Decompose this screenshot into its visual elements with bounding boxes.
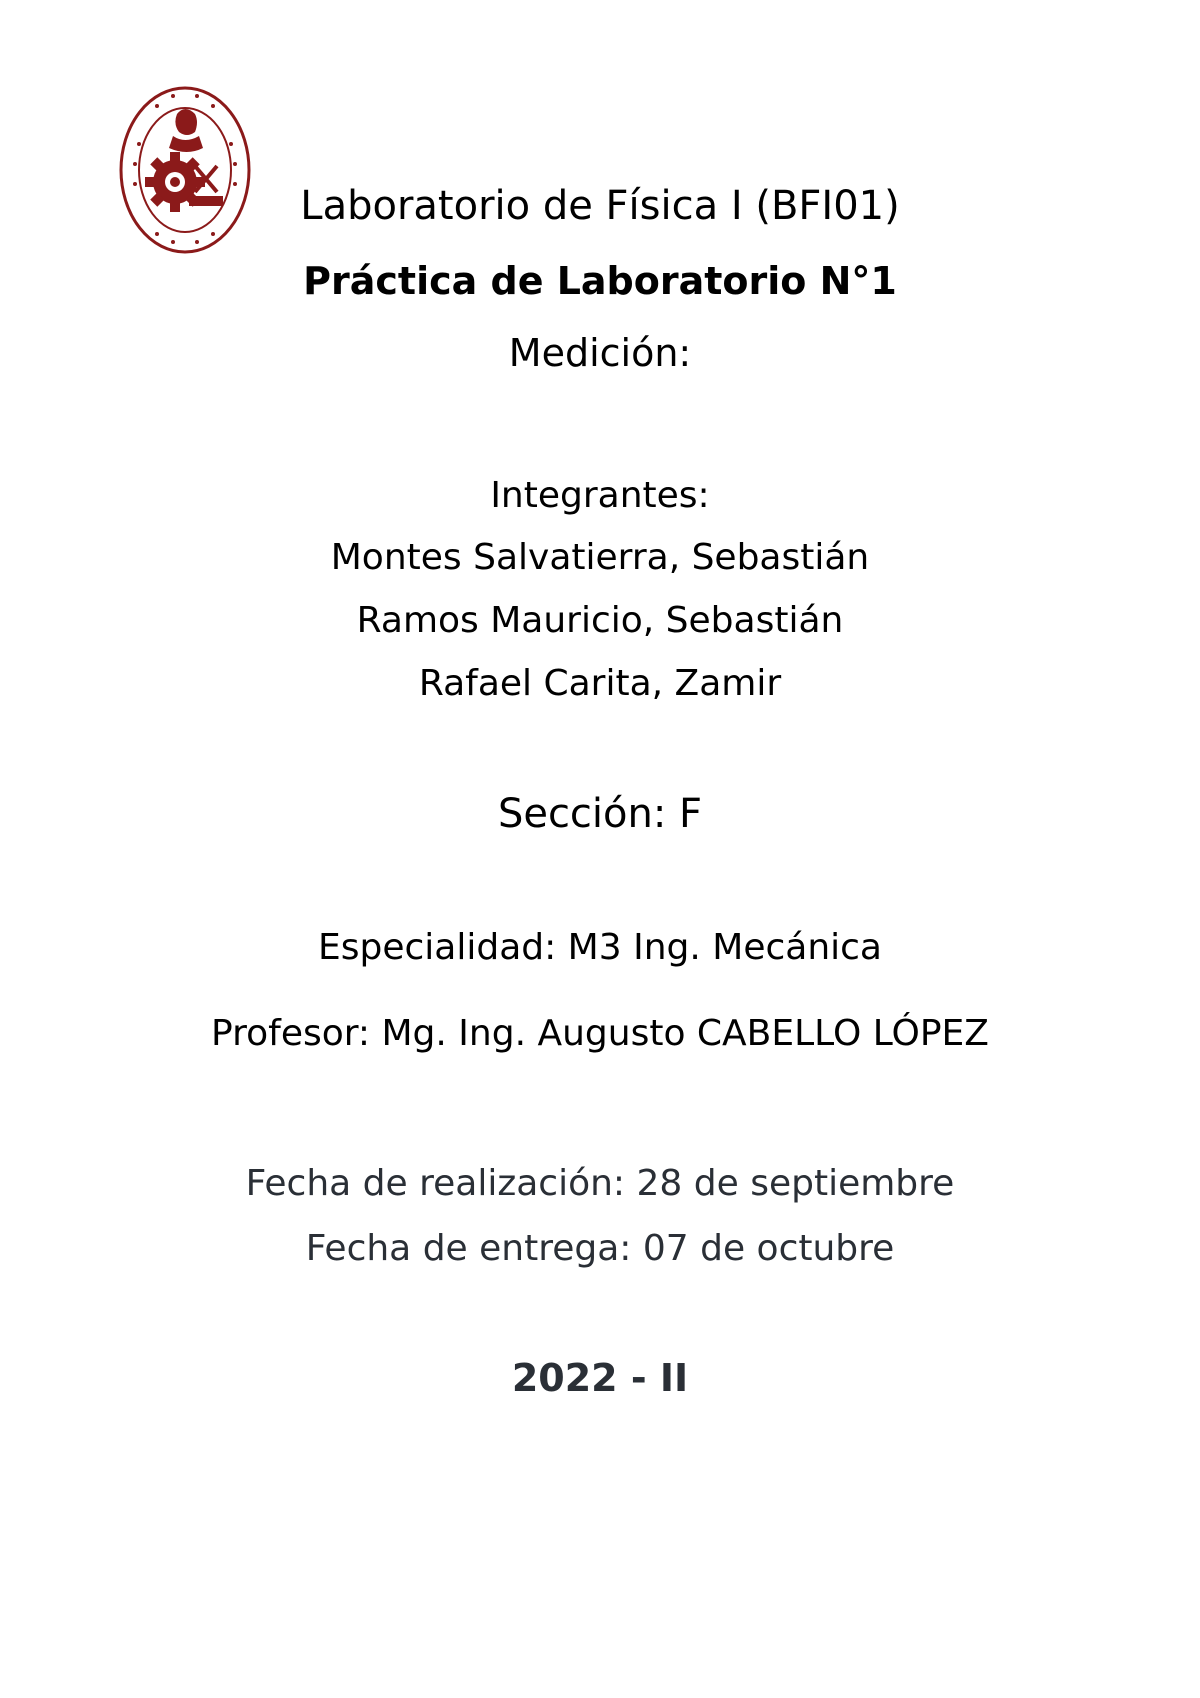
practice-title: Práctica de Laboratorio N°1 bbox=[303, 259, 897, 303]
members-label: Integrantes: bbox=[490, 475, 710, 516]
date-delivered: Fecha de entrega: 07 de octubre bbox=[305, 1228, 895, 1269]
member-name: Ramos Mauricio, Sebastián bbox=[356, 600, 844, 641]
professor-label: Profesor: Mg. Ing. Augusto CABELLO LÓPEZ bbox=[211, 1013, 989, 1054]
date-performed: Fecha de realización: 28 de septiembre bbox=[245, 1163, 955, 1204]
topic-title: Medición: bbox=[508, 331, 692, 375]
academic-term: 2022 - II bbox=[511, 1356, 689, 1400]
section-label: Sección: F bbox=[497, 791, 703, 837]
course-title: Laboratorio de Física I (BFI01) bbox=[300, 183, 900, 229]
member-name: Rafael Carita, Zamir bbox=[418, 663, 782, 704]
member-name: Montes Salvatierra, Sebastián bbox=[330, 537, 870, 578]
university-seal-logo bbox=[117, 84, 253, 256]
specialty-label: Especialidad: M3 Ing. Mecánica bbox=[317, 927, 882, 968]
